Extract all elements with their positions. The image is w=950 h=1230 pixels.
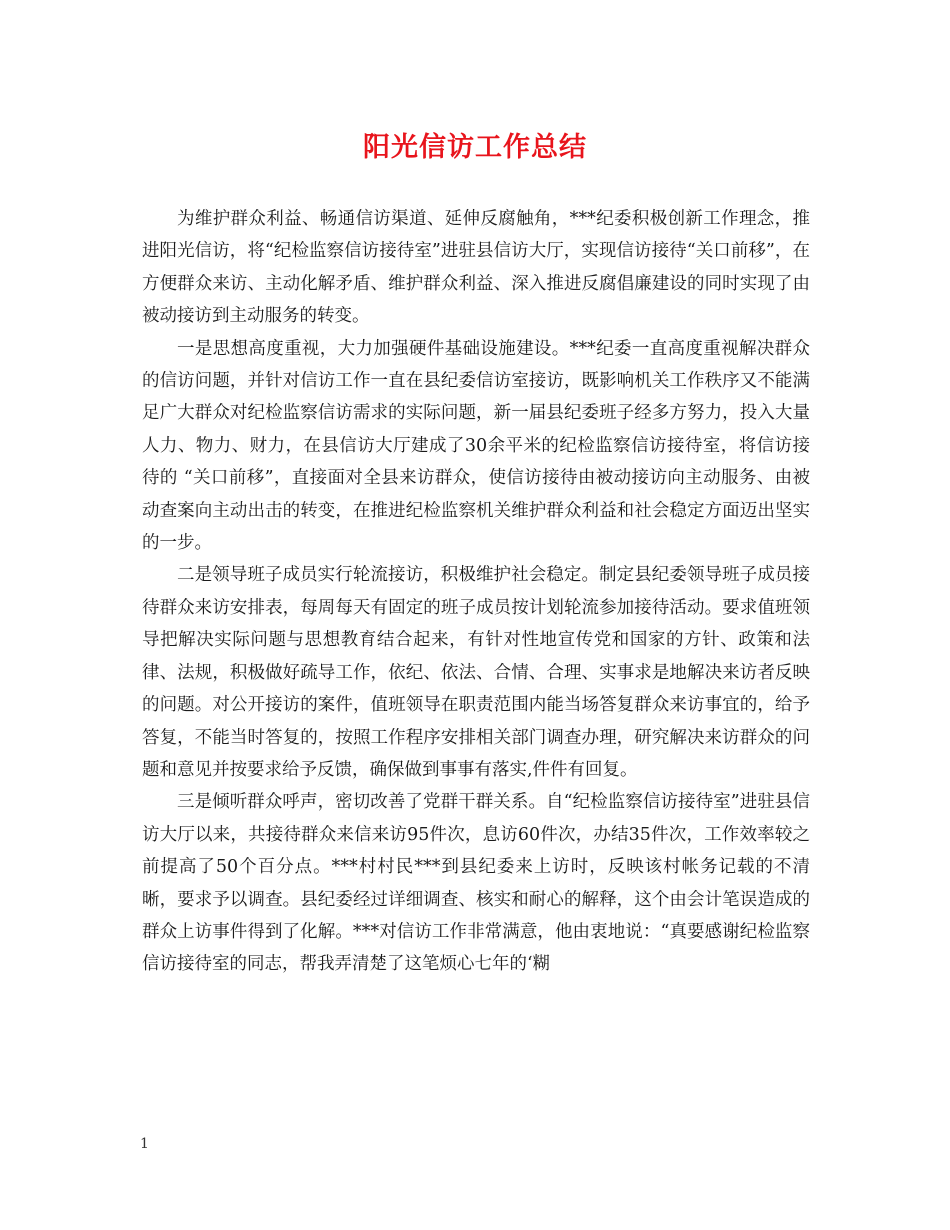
document-title: 阳光信访工作总结 [363, 132, 587, 163]
paragraph-point-three: 三是倾听群众呼声，密切改善了党群干群关系。自“纪检监察信访接待室”进驻县信访大厅以来，共接待群众来信来访95件次，息访60件次，办结35件次，工作效率较之前提高了50个百分点。***村村民***到县纪委来上访时，反映该村帐务记载的不清晰，要求予以调查。县纪委经过详细调查、核实和耐心的解释，这个由会计笔误造成的群众上访事件得到了化解。***对信访工作非常满意，他由衷地说：“真要感谢纪检监察信访接待室的同志，帮我弄清楚了这笔烦心七年的‘糊 [142, 792, 810, 975]
paragraph-point-two: 二是领导班子成员实行轮流接访，积极维护社会稳定。制定县纪委领导班子成员接待群众来访安排表，每周每天有固定的班子成员按计划轮流参加接待活动。要求值班领导把解决实际问题与思想教育结合起来，有针对性地宣传党和国家的方针、政策和法律、法规，积极做好疏导工作，依纪、依法、合情、合理、实事求是地解决来访者反映的问题。对公开接访的案件，值班领导在职责范围内能当场答复群众来访事宜的，给予答复，不能当时答复的，按照工作程序安排相关部门调查办理，研究解决来访群众的问题和意见并按要求给予反馈，确保做到事事有落实,件件有回复。 [142, 565, 810, 780]
paragraph-point-one: 一是思想高度重视，大力加强硬件基础设施建设。***纪委一直高度重视解决群众的信访问题，并针对信访工作一直在县纪委信访室接访，既影响机关工作秩序又不能满足广大群众对纪检监察信访需求的实际问题，新一届县纪委班子经多方努力，投入大量人力、物力、财力，在县信访大厅建成了30余平米的纪检监察信访接待室，将信访接待的 “关口前移”，直接面对全县来访群众，使信访接待由被动接访向主动服务、由被动查案向主动出击的转变，在推进纪检监察机关维护群众利益和社会稳定方面迈出坚实的一步。 [142, 338, 810, 554]
paragraph-intro: 为维护群众利益、畅通信访渠道、延伸反腐触角，***纪委积极创新工作理念，推进阳光信访，将“纪检监察信访接待室”进驻县信访大厅，实现信访接待“关口前移”，在方便群众来访、主动化解矛盾、维护群众利益、深入推进反腐倡廉建设的同时实现了由被动接访到主动服务的转变。 [142, 209, 810, 327]
page-number: 1 [140, 1136, 149, 1152]
document-body [142, 203, 810, 981]
